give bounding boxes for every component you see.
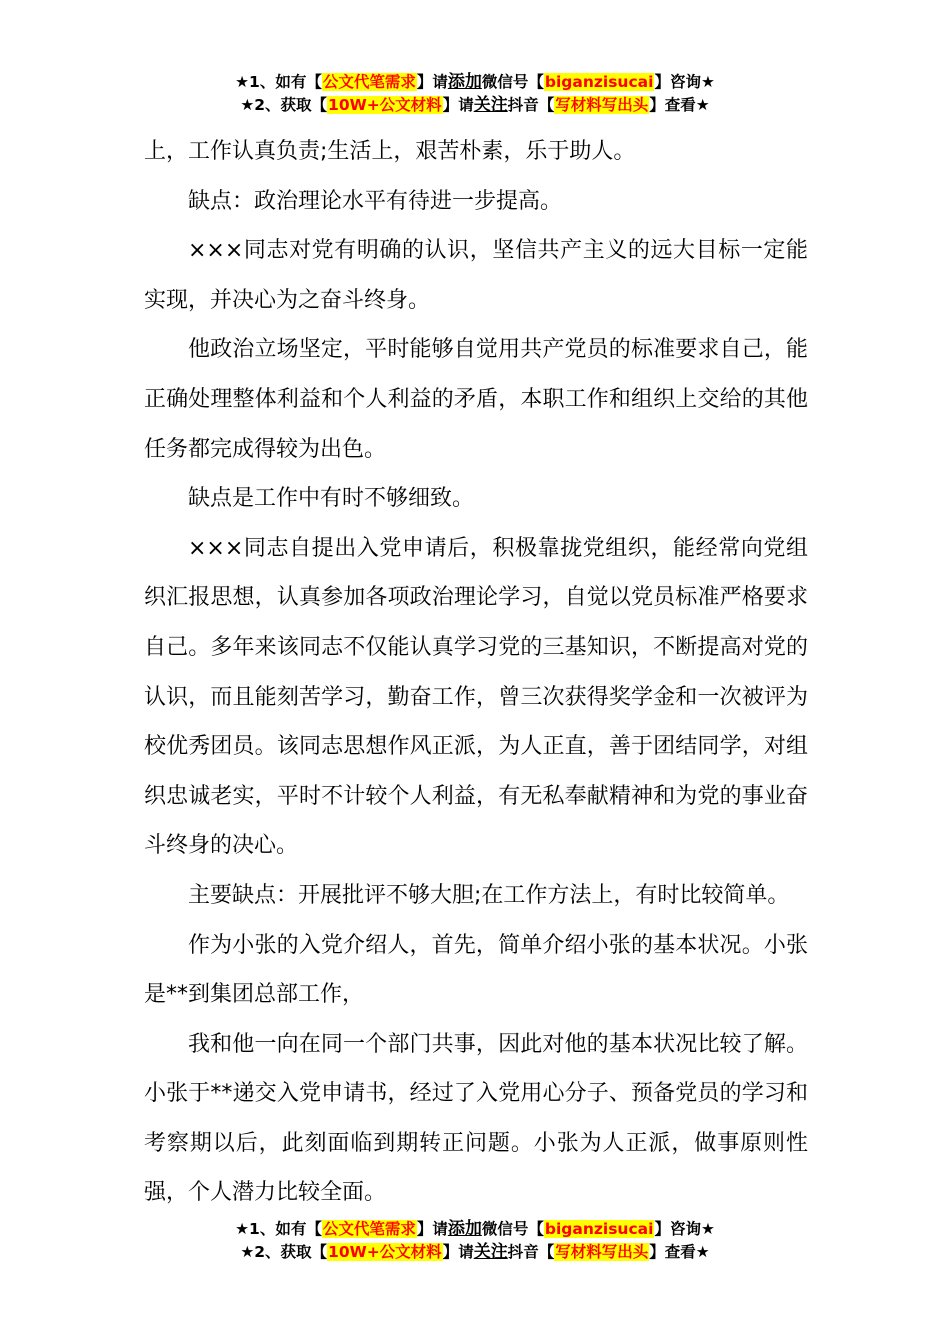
emphasis-text: 添加 bbox=[447, 1219, 482, 1239]
paragraph: 我和他一向在同一个部门共事，因此对他的基本状况比较了解。小张于**递交入党申请书，经过了入党用心分子、预备党员的学习和考察期以后，此刻面临到期转正问题。小张为人正派，做事原则性强，个人潜力比较全面。 bbox=[144, 1031, 808, 1206]
banner-text: 】请 bbox=[442, 96, 474, 114]
header-banner bbox=[0, 71, 950, 117]
document-body bbox=[144, 127, 808, 1218]
banner-text: 微信号【 bbox=[481, 1220, 544, 1238]
banner-text: 】请 bbox=[442, 1243, 474, 1261]
banner-text: 】查看★ bbox=[649, 1243, 710, 1261]
emphasis-text: 添加 bbox=[447, 72, 482, 92]
paragraph: 缺点：政治理论水平有待进一步提高。 bbox=[188, 188, 563, 214]
highlight-text: 公文代笔需求 bbox=[322, 73, 416, 91]
paragraph: 主要缺点：开展批评不够大胆;在工作方法上，有时比较简单。 bbox=[188, 882, 790, 908]
banner-line-2 bbox=[0, 1241, 950, 1264]
banner-text: ★2、获取【 bbox=[240, 96, 328, 114]
highlight-text: 10W+公文材料 bbox=[328, 96, 442, 114]
footer-banner bbox=[0, 1218, 950, 1264]
paragraph: 上，工作认真负责;生活上，艰苦朴素，乐于助人。 bbox=[144, 139, 636, 164]
banner-line-1 bbox=[0, 1218, 950, 1241]
banner-text: 】请 bbox=[416, 73, 448, 91]
highlight-text: 10W+公文材料 bbox=[328, 1243, 442, 1261]
paragraph: ×××同志自提出入党申请后，积极靠拢党组织，能经常向党组织汇报思想，认真参加各项政治理论学习，自觉以党员标准严格要求自己。多年来该同志不仅能认真学习党的三基知识，不断提高对党的认识，而且能刻苦学习，勤奋工作，曾三次获得奖学金和一次被评为校优秀团员。该同志思想作风正派，为人正直，善于团结同学，对组织忠诚老实，平时不计较个人利益，有无私奉献精神和为党的事业奋斗终身的决心。 bbox=[144, 535, 808, 859]
banner-text: 抖音【 bbox=[507, 1243, 555, 1261]
douyin-id: 写材料写出头 bbox=[555, 96, 649, 114]
banner-text: 】咨询★ bbox=[654, 73, 715, 91]
banner-text: 】咨询★ bbox=[654, 1220, 715, 1238]
douyin-id: 写材料写出头 bbox=[555, 1243, 649, 1261]
banner-line-1 bbox=[0, 71, 950, 94]
banner-text: 】请 bbox=[416, 1220, 448, 1238]
emphasis-text: 关注 bbox=[473, 1242, 508, 1262]
banner-text: 】查看★ bbox=[649, 96, 710, 114]
wechat-id: biganzisucai bbox=[544, 1220, 654, 1238]
banner-text: ★1、如有【 bbox=[235, 1220, 322, 1238]
banner-text: 微信号【 bbox=[481, 73, 544, 91]
wechat-id: biganzisucai bbox=[544, 73, 654, 91]
banner-text: 抖音【 bbox=[507, 96, 555, 114]
highlight-text: 公文代笔需求 bbox=[322, 1220, 416, 1238]
paragraph: 他政治立场坚定，平时能够自觉用共产党员的标准要求自己，能正确处理整体利益和个人利益的矛盾，本职工作和组织上交给的其他任务都完成得较为出色。 bbox=[144, 337, 808, 462]
emphasis-text: 关注 bbox=[473, 95, 508, 115]
banner-text: ★1、如有【 bbox=[235, 73, 322, 91]
paragraph: 作为小张的入党介绍人，首先，简单介绍小张的基本状况。小张是**到集团总部工作， bbox=[144, 932, 808, 1008]
banner-text: ★2、获取【 bbox=[240, 1243, 328, 1261]
banner-line-2 bbox=[0, 94, 950, 117]
paragraph: ×××同志对党有明确的认识，坚信共产主义的远大目标一定能实现，并决心为之奋斗终身。 bbox=[144, 238, 808, 313]
paragraph: 缺点是工作中有时不够细致。 bbox=[188, 486, 475, 512]
